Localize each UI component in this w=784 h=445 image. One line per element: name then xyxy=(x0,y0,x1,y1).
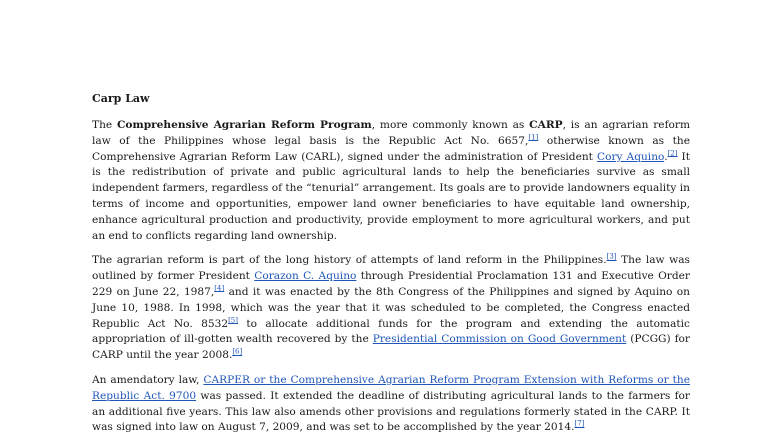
document-heading: Carp Law xyxy=(92,92,150,105)
text-run: . xyxy=(664,150,668,163)
document-body xyxy=(92,92,690,445)
text-run: It is the redistribution of private and public agricultural lands to help the beneficiaries survive as small independent farmers, regardless of the “tenurial” arrangement. Its goals are to provide landowners equality in terms of income and opportunities, empower land owner beneficiaries to have equitable land ownership, enhance agricultural production and productivity, provide employment to more agricultural workers, and put an end to conflicts regarding land ownership. xyxy=(92,150,690,242)
text-run: The law was outlined by former President xyxy=(92,254,690,283)
bold-term-carp-full: Comprehensive Agrarian Reform Program xyxy=(116,119,372,131)
link-carper[interactable]: CARPER or the Comprehensive Agrarian Reform Program Extension with Reforms or the Republic Act. 9700 xyxy=(92,373,690,402)
text-run: The xyxy=(92,119,117,131)
text-run: An amendatory law, xyxy=(92,373,204,386)
text-run: , more commonly known as xyxy=(371,119,530,131)
link-pcgg[interactable]: Presidential Commission on Good Government xyxy=(372,333,627,346)
link-cory-aquino[interactable]: Cory Aquino xyxy=(596,150,665,163)
citation-link-1[interactable]: [1] xyxy=(528,133,539,142)
citation-link-7[interactable]: [7] xyxy=(574,419,585,428)
bold-term-carp: CARP xyxy=(529,119,563,131)
citation-link-2[interactable]: [2] xyxy=(667,149,678,158)
text-run: The agrarian reform is part of the long history of attempts of land reform in the Philippines. xyxy=(92,254,607,267)
citation-link-5[interactable]: [5] xyxy=(228,316,238,325)
link-corazon-aquino[interactable]: Corazon C. Aquino xyxy=(254,270,357,283)
paragraph-1 xyxy=(92,118,690,244)
text-run: otherwise known as the Comprehensive Agrarian Reform Law (CARL), signed under the administration of President xyxy=(92,134,690,163)
paragraph-2 xyxy=(92,253,690,364)
paragraph-3 xyxy=(92,373,690,436)
text-run: , is an agrarian reform law of the Philippines whose legal basis is the Republic Act No. 6657, xyxy=(92,119,690,147)
citation-link-3[interactable]: [3] xyxy=(606,252,617,261)
text-run: was passed. It extended the deadline of distributing agricultural lands to the farmers for an additional five years. This law also amends other provisions and regulations formerly stated in the CARP. It was signed into law on August 7, 2009, and was set to be accomplished by the year 2014. xyxy=(92,389,691,434)
text-run: and it was enacted by the 8th Congress of the Philippines and signed by Aquino on June 10, 1988. In 1998, which was the year that it was scheduled to be completed, the Congress enacted Republic Act No. 8532 xyxy=(92,285,690,330)
citation-link-6[interactable]: [6] xyxy=(232,347,243,356)
citation-link-4[interactable]: [4] xyxy=(214,284,225,293)
text-run: (PCGG) for CARP until the year 2008. xyxy=(92,333,690,362)
text-run: to allocate additional funds for the program and extending the automatic appropriation of ill-gotten wealth recovered by the xyxy=(92,317,690,346)
text-run: through Presidential Proclamation 131 and Executive Order 229 on June 22, 1987, xyxy=(92,270,690,298)
